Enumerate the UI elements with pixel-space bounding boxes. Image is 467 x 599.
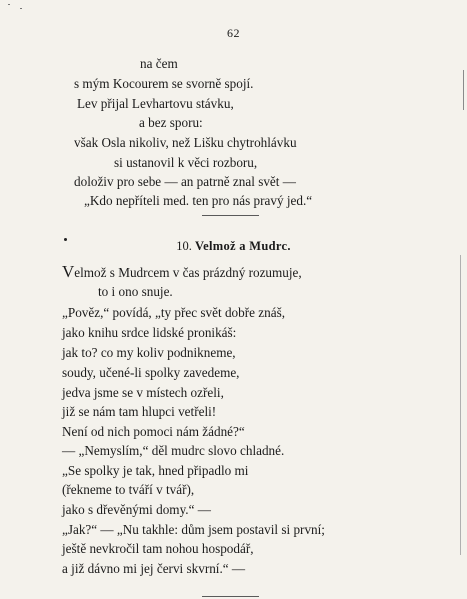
poem-line: „Pověz,“ povídá, „ty přec svět dobře znáš,: [62, 305, 286, 320]
stanza-line: „Kdo nepříteli med. ten pro nás pravý jed.“: [84, 193, 313, 208]
section-heading: [0, 239, 467, 254]
poem-line: jedva jsme se v místech ozřeli,: [62, 385, 224, 400]
poem-line: „Se spolky je tak, hned připadlo mi: [62, 463, 249, 478]
scan-speck: [20, 8, 22, 9]
stanza-line: však Osla nikoliv, než Lišku chytrohlávku: [74, 135, 297, 150]
closing-divider: [202, 596, 259, 597]
poem-line: (řekneme to tváří v tvář),: [62, 482, 195, 497]
poem-line: [62, 263, 302, 280]
poem-line: Není od nich pomoci nám žádné?“: [62, 424, 245, 439]
page-number: 62: [227, 26, 240, 40]
stanza-line: si ustanovil k věci rozboru,: [114, 155, 258, 170]
stanza-line: s mým Kocourem se svorně spojí.: [74, 76, 254, 91]
poem-line: jak to? co my koliv podnikneme,: [62, 345, 236, 360]
poem-line: a již dávno mi jej červi skvrní.“ —: [62, 561, 246, 576]
stanza-line: Lev přijal Levhartovu stávku,: [77, 96, 234, 111]
poem-line: již se nám tam hlupci vetřeli!: [62, 404, 217, 419]
poem-line: ještě nevkročil tam nohou hospodář,: [62, 541, 254, 556]
poem-line: to i ono snuje.: [98, 284, 173, 299]
scan-edge-mark: [460, 255, 461, 555]
scan-speck: [8, 4, 10, 5]
poem-line: jako knihu srdce lidské pronikáš:: [62, 325, 237, 340]
poem-line: jako s dřevěnými domy.“ —: [62, 502, 211, 517]
poem-line: — „Nemyslím,“ děl mudrc slovo chladné.: [62, 443, 285, 458]
section-title: Velmož a Mudrc.: [194, 239, 291, 253]
poem-line: „Jak?“ — „Nu takhle: dům jsem postavil si první;: [62, 522, 325, 537]
stanza-line: a bez sporu:: [139, 115, 203, 130]
section-number: 10.: [176, 239, 192, 253]
poem-line: soudy, učené-li spolky zavedeme,: [62, 365, 240, 380]
scan-edge-mark: [463, 70, 464, 110]
stanza-line: na čem: [140, 56, 178, 71]
first-line-text: elmož s Mudrcem v čas prázdný rozumuje,: [74, 265, 302, 280]
stanza-line: doloživ pro sebe — an patrně znal svět —: [74, 174, 296, 189]
initial-letter: V: [62, 262, 75, 281]
section-divider: [202, 215, 259, 216]
